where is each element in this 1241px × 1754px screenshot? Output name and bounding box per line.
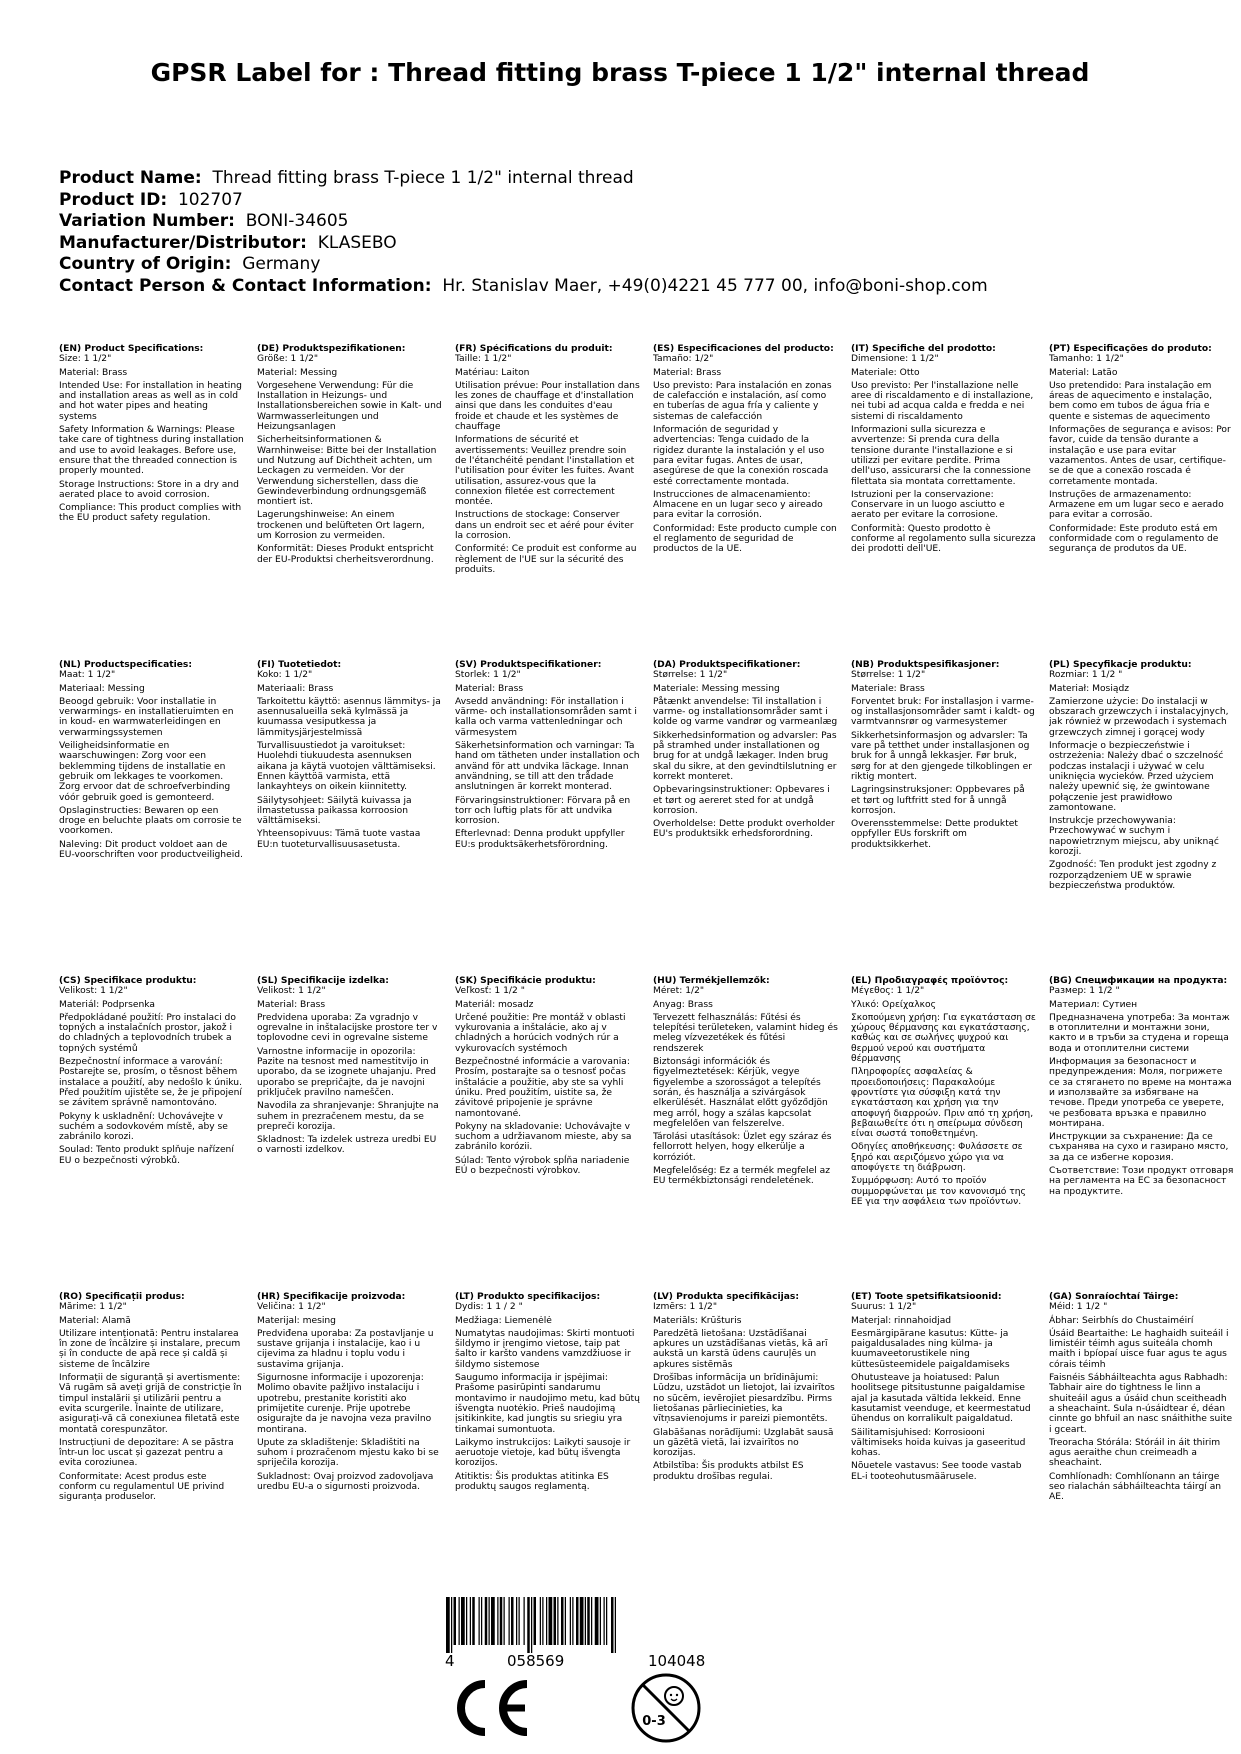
spec-material: Material: Brass (59, 367, 128, 378)
barcode-bar (511, 1597, 514, 1645)
spec-title: (CS) Specifikace produktu: (59, 976, 197, 986)
barcode-bar (542, 1597, 543, 1645)
spec-paragraph: Nõuetele vastavus: See toode vastab EL-i tooteohutusmäärusele. (851, 1461, 1022, 1482)
spec-block (257, 1292, 442, 1492)
spec-material: Material: Brass (455, 683, 524, 694)
product-info-label: Contact Person & Contact Information: (59, 275, 432, 296)
spec-paragraph: Upute za skladištenje: Skladištiti na suhom i prozračenom mjestu kako bi se spriječila korozija. (257, 1437, 439, 1469)
spec-size: Veľkosť: 1 1/2 " (455, 986, 525, 997)
barcode-bar (504, 1597, 505, 1645)
spec-block (1049, 976, 1234, 1197)
barcode-bar (534, 1597, 537, 1645)
spec-block (59, 344, 244, 524)
spec-paragraph: Safety Information & Warnings: Please take care of tightness during installation and use to avoid leakages. Before use, ensure that the threaded connection is properly mounted. (59, 425, 244, 477)
product-info-value: Thread fitting brass T-piece 1 1/2" internal thread (212, 168, 634, 188)
barcode-bar (554, 1597, 557, 1645)
spec-paragraph: Lagringsinstruksjoner: Oppbevares på et tørt og luftfritt sted for å unngå korrosjon. (851, 785, 1025, 816)
product-info-value: Germany (242, 254, 321, 274)
spec-title: (BG) Спецификации на продукта: (1049, 976, 1228, 986)
spec-paragraph: Predvidena uporaba: Za vgradnjo v ogrevalne in inštalacijske prostore ter v toplovodne cevi in ogrevalne sisteme (257, 1012, 438, 1044)
barcode-bar (489, 1597, 490, 1645)
barcode-bar (595, 1597, 599, 1645)
spec-paragraph: Beoogd gebruik: Voor installatie in verwarmings- en installatieruimten en in koud- en warmwaterleidingen en verwarmingssystemen (59, 696, 234, 738)
spec-material: Materiāls: Krūšturis (653, 1315, 742, 1326)
spec-material: Material: Messing (257, 367, 338, 378)
spec-paragraph: Conformitate: Acest produs este conform cu regulamentul UE privind siguranța produselor. (59, 1471, 225, 1503)
barcode-bar (454, 1597, 457, 1645)
spec-material: Material: Latão (1049, 367, 1118, 378)
spec-size: Suurus: 1 1/2" (851, 1302, 917, 1313)
spec-paragraph: Atitiktis: Šis produktas atitinka ES produktų saugos reglamentą. (455, 1471, 609, 1493)
spec-title: (DA) Produktspecifikationer: (653, 660, 801, 670)
spec-paragraph: Предназначена употреба: За монтаж в отоплителни и монтажни зони, както и в тръби за студена и гореща вода и отоплителни системи (1049, 1012, 1230, 1054)
barcode-bar (546, 1597, 547, 1645)
spec-band (59, 660, 1239, 976)
spec-paragraph: Bezpečnostní informace a varování: Postarejte se, prosím, o těsnost během instalace a použití, aby nedošlo k úniku. Před použitím ujistěte se, že je připojení se závitem správně namontováno. (59, 1057, 242, 1109)
spec-block (1049, 1292, 1234, 1503)
barcode-bar (509, 1597, 510, 1645)
spec-paragraph: Påtænkt anvendelse: Til installation i varme- og installationsområder samt i kolde og varme vandrør og varmeanlæg (653, 696, 838, 728)
spec-size: Größe: 1 1/2" (257, 354, 319, 365)
spec-material: Материал: Сутиен (1049, 999, 1138, 1010)
barcode-bar (451, 1597, 452, 1653)
ce-mark-icon (455, 1680, 535, 1736)
spec-paragraph: Förvaringsinstruktioner: Förvara på en torr och luftig plats för att undvika korrosion. (455, 795, 631, 827)
product-info-value: KLASEBO (317, 232, 397, 253)
spec-material: Materjal: rinnahoidjad (851, 1315, 952, 1326)
barcode-bar (466, 1597, 467, 1645)
barcode-bar (481, 1597, 482, 1645)
product-info-row (59, 190, 1219, 212)
spec-paragraph: Varnostne informacije in opozorila: Pazite na tesnost med namestitvijo in uporabo, da se izognete uhajanju. Pred uporabo se prepričajte, da je navojni priključek pravilno nameščen. (257, 1046, 436, 1098)
spec-paragraph: Instruções de armazenamento: Armazene em um lugar seco e aerado para evitar a corrosão. (1049, 489, 1224, 521)
spec-size: Size: 1 1/2" (59, 354, 112, 365)
barcode-bar (572, 1597, 573, 1645)
spec-paragraph: Informações de segurança e avisos: Por favor, cuide da tensão durante a instalação e use para evitar vazamentos. Antes de usar, certifique-se de que a conexão roscada é corretamente montada. (1049, 425, 1231, 487)
barcode-bar (531, 1597, 532, 1653)
spec-block (653, 660, 838, 840)
spec-size: Koko: 1 1/2" (257, 670, 313, 681)
barcode-bar (461, 1597, 465, 1645)
spec-size: Velikost: 1 1/2" (59, 986, 128, 997)
barcode-bar (565, 1597, 566, 1645)
spec-paragraph: Atbilstība: Šis produkts atbilst ES produktu drošības regulai. (653, 1461, 804, 1482)
spec-material: Medžiaga: Liemenėlė (455, 1315, 552, 1326)
spec-block (455, 1292, 640, 1492)
product-info-label: Product Name: (59, 168, 202, 188)
spec-block (653, 344, 838, 555)
barcode-bar (479, 1597, 480, 1645)
spec-paragraph: Súlad: Tento výrobok spĺňa nariadenie EÚ o bezpečnosti výrobkov. (455, 1155, 630, 1177)
spec-title: (NB) Produktspesifikasjoner: (851, 660, 1000, 670)
product-info-row (59, 233, 1219, 255)
spec-block (851, 976, 1036, 1207)
spec-paragraph: Informații de siguranță și avertismente: Vă rugăm să aveți grijă de constricție în timpul instalării și utilizării pentru a evita scurgerile. Înainte de utilizare, asigurați-vă că conexiunea filetată este montată corespunzător. (59, 1373, 242, 1435)
spec-title: (EN) Product Specifications: (59, 344, 204, 354)
barcode-bar (570, 1597, 571, 1645)
barcode-bar (459, 1597, 460, 1645)
spec-paragraph: Sikkerhedsinformation og advarsler: Pas på stramhed under installationen og brug for at undgå lækager. Inden brug skal du sikre, at den gevindtilslutning er korrekt monteret. (653, 730, 837, 782)
spec-title: (IT) Specifiche del prodotto: (851, 344, 996, 354)
spec-block (59, 1292, 244, 1503)
barcode-bar (557, 1597, 558, 1645)
spec-paragraph: Konformität: Dieses Produkt entspricht der EU-Produktsi cherheitsverordnung. (257, 544, 434, 565)
spec-paragraph: Efterlevnad: Denna produkt uppfyller EU:s produktsäkerhetsförordning. (455, 829, 625, 850)
product-info-row (59, 276, 1219, 298)
spec-paragraph: Informations de sécurité et avertissements: Veuillez prendre soin de l'étanchéité pendant l'installation et l'utilisation pour éviter les fuites. Avant utilisation, assurez-vous que la connexion filetée est correctement montée. (455, 435, 635, 508)
spec-paragraph: Yhteensopivuus: Tämä tuote vastaa EU:n tuoteturvallisuusasetusta. (257, 829, 421, 850)
spec-material: Ábhar: Seirbhís do Chustaiméirí (1049, 1315, 1194, 1326)
spec-paragraph: Instrucciones de almacenamiento: Almacene en un lugar seco y aireado para evitar la corrosión. (653, 489, 823, 521)
barcode-bar (540, 1597, 541, 1645)
spec-paragraph: Drošības informācija un brīdinājumi: Lūdzu, uzstādot un lietojot, lai izvairītos no sūcēm, ievērojiet piesardzību. Pirms lietošanas pārliecinieties, ka vītņsavienojums ir pareizi piemontēts. (653, 1373, 835, 1425)
spec-material: Materiaal: Messing (59, 683, 145, 694)
barcode-bar (604, 1597, 605, 1645)
spec-title: (FI) Tuotetiedot: (257, 660, 342, 670)
spec-block (851, 344, 1036, 555)
spec-size: Storlek: 1 1/2" (455, 670, 521, 681)
product-info-label: Manufacturer/Distributor: (59, 232, 307, 253)
product-info-value: 102707 (177, 189, 243, 210)
spec-paragraph: Eesmärgipärane kasutus: Kütte- ja paigaldusalades ning külma- ja kuumaveetorustikele ning küttesüsteemidele paigaldamiseks (851, 1328, 1010, 1370)
spec-size: Размер: 1 1/2 " (1049, 986, 1120, 997)
spec-paragraph: Biztonsági információk és figyelmeztetések: Kérjük, vegye figyelembe a szorosságot a telepítés során, és használja a szivárgások elkerülését. Használat előtt győződjön meg arról, hogy a szálas kapcsolat megfelelően van felszerelve. (653, 1057, 828, 1129)
page-title: GPSR Label for : Thread fitting brass T-piece 1 1/2" internal thread (150, 58, 1090, 87)
spec-paragraph: Utilisation prévue: Pour installation dans les zones de chauffage et d'installation ainsi que dans les conduites d'eau froide et chaude et les systèmes de chauffage (455, 380, 640, 433)
spec-paragraph: Určené použitie: Pre montáž v oblasti vykurovania a inštalácie, ako aj v chladných a horúcich vodných rúr a vykurovacích systémoch (455, 1012, 626, 1054)
barcode-bar (497, 1597, 498, 1645)
spec-paragraph: Uso previsto: Per l'installazione nelle aree di riscaldamento e di installazione, nei tubi ad acqua calda e fredda e nei sistemi di riscaldamento (851, 380, 1034, 422)
spec-paragraph: Turvallisuustiedot ja varoitukset: Huolehdi tiukuudesta asennuksen aikana ja käytä vuotojen välttämiseksi. Ennen käyttöä varmista, että lankayhteys on oikein kiinnitetty. (257, 741, 436, 793)
spec-material: Materijal: mesing (257, 1315, 336, 1326)
barcode-bar (491, 1597, 495, 1645)
spec-paragraph: Tárolási utasítások: Üzlet egy száraz és fellorrott helyen, hogy elkerülje a korróziót. (653, 1132, 832, 1163)
spec-title: (RO) Specificații produs: (59, 1292, 185, 1302)
barcode-bar (500, 1597, 503, 1645)
spec-size: Tamaño: 1/2" (653, 354, 714, 365)
spec-block (851, 1292, 1036, 1482)
spec-paragraph: Sigurnosne informacije i upozorenja: Molimo obavite pažljivo instalaciju i upotrebu, prestanite koristiti ako primijetite curenje. Prije upotrebe osigurajte da je navojna veza pravilno montirana. (257, 1373, 432, 1435)
spec-title: (EL) Προδιαγραφές προϊόντος: (851, 976, 1009, 986)
spec-size: Tamanho: 1 1/2" (1049, 354, 1124, 365)
spec-paragraph: Pokyny na skladovanie: Uchovávajte v suchom a udržiavanom mieste, aby sa zabránilo korózii. (455, 1121, 632, 1153)
spec-paragraph: Tarkoitettu käyttö: asennus lämmitys- ja asennusalueilla sekä kylmässä ja kuumassa vesiputkessa ja lämmitysjärjestelmissä (257, 696, 441, 738)
spec-material: Matériau: Laiton (455, 367, 530, 378)
spec-paragraph: Zgodność: Ten produkt jest zgodny z rozporządzeniem UE w sprawie bezpieczeństwa produktów. (1049, 860, 1217, 891)
spec-block (59, 976, 244, 1166)
barcode-bar (561, 1597, 564, 1645)
barcode-bar (580, 1597, 584, 1645)
spec-paragraph: Istruzioni per la conservazione: Conservare in un luogo asciutto e aerato per evitare la corrosione. (851, 489, 1005, 521)
spec-paragraph: Sikkerhetsinformasjon og advarsler: Ta vare på tetthet under installasjonen og bruk for å unngå lekkasjer. Før bruk, sørg for at den gjengede tilkoblingen er riktig montert. (851, 730, 1032, 782)
spec-paragraph: Instrucțiuni de depozitare: A se păstra într-un loc uscat și gazezat pentru a evita coroziunea. (59, 1437, 234, 1469)
product-info-value: BONI-34605 (245, 211, 349, 231)
spec-paragraph: Información de seguridad y advertencias: Tenga cuidado de la rigidez durante la instalación y el uso para evitar fugas. Antes de usar, asegúrese de que la conexión roscada esté correctamente montada. (653, 425, 829, 487)
barcode-bar (485, 1597, 488, 1645)
spec-material: Materiał: Mosiądz (1049, 683, 1130, 694)
barcode-bar (524, 1597, 525, 1645)
spec-size: Μέγεθος: 1 1/2" (851, 986, 925, 997)
product-info-label: Variation Number: (59, 211, 235, 231)
spec-title: (FR) Spécifications du produit: (455, 344, 613, 354)
spec-paragraph: Saugumo informacija ir įspėjimai: Prašome pasirūpinti sandarumu montavimo ir naudojimo metu, kad būtų išvengta nuotėkio. Prieš naudojimą įsitikinkite, kad jungtis su sriegiu yra tinkamai sumontuota. (455, 1373, 640, 1435)
spec-title: (GA) Sonraíochtaí Táirge: (1049, 1292, 1179, 1302)
spec-paragraph: Συμμόρφωση: Αυτό το προϊόν συμμορφώνεται με τον κανονισμό της ΕΕ για την ασφάλεια των προϊόντων. (851, 1176, 1026, 1207)
spec-paragraph: Säkerhetsinformation och varningar: Ta hand om tätheten under installation och använd för att undvika läckage. Innan användning, se till att den trådade anslutningen är korrekt monterad. (455, 741, 640, 793)
spec-paragraph: Conformidad: Este producto cumple con el reglamento de seguridad de productos de la UE. (653, 523, 837, 555)
spec-material: Material: Brass (257, 999, 326, 1010)
spec-material: Materiál: Podprsenka (59, 999, 156, 1010)
spec-block (257, 976, 442, 1156)
spec-paragraph: Informazioni sulla sicurezza e avvertenze: Si prenda cura della tensione durante l'installazione e si utilizzi per evitare perdite. Prima dell'uso, assicurarsi che la connessione filettata sia montata correttamente. (851, 425, 1031, 487)
age-warning-0-3-icon (630, 1672, 702, 1744)
spec-paragraph: Uso previsto: Para instalación en zonas de calefacción e instalación, así como en tuberías de agua fría y caliente y sistemas de calefacción (653, 380, 832, 422)
barcode-bar (585, 1597, 586, 1645)
barcode-bar (606, 1597, 607, 1645)
barcode-bar (576, 1597, 579, 1645)
spec-band (59, 344, 1239, 660)
spec-paragraph: Forventet bruk: For installasjon i varme- og installasjonsområder samt i kaldt- og varmtvannsrør og varmesystemer (851, 696, 1035, 728)
spec-size: Rozmiar: 1 1/2 " (1049, 670, 1123, 681)
product-info-row (59, 254, 1219, 276)
spec-paragraph: Treoracha Stórála: Stóráil in áit thirim agus aeraithe chun creimeadh a sheachaint. (1049, 1437, 1221, 1469)
spec-material: Materiale: Messing messing (653, 683, 780, 694)
barcode-bar (600, 1597, 601, 1645)
spec-paragraph: Soulad: Tento produkt splňuje nařízení EU o bezpečnosti výrobků. (59, 1145, 234, 1166)
spec-block (257, 344, 442, 565)
spec-size: Dimensione: 1 1/2" (851, 354, 939, 365)
barcode-bar (516, 1597, 517, 1645)
spec-paragraph: Sukladnost: Ovaj proizvod zadovoljava uredbu EU-a o sigurnosti proizvoda. (257, 1471, 434, 1493)
spec-material: Anyag: Brass (653, 999, 713, 1010)
spec-title: (SK) Špecifikácie produktu: (455, 976, 596, 986)
spec-paragraph: Instructions de stockage: Conserver dans un endroit sec et aéré pour éviter la corrosion. (455, 510, 634, 542)
product-info-label: Product ID: (59, 189, 168, 210)
spec-paragraph: Πληροφορίες ασφαλείας & προειδοποιήσεις: Παρακαλούμε φροντίστε για σύσφιξη κατά την εγκατάσταση και χρήση για την αποφυγή διαρροών. Πριν από τη χρήση, βεβαιωθείτε ότι η σπείρωμα σύνδεση είναι σωστά τοποθετημένη. (851, 1067, 1034, 1140)
spec-paragraph: Naleving: Dit product voldoet aan de EU-voorschriften voor productveiligheid. (59, 839, 243, 861)
spec-paragraph: Navodila za shranjevanje: Shranjujte na suhem in prezračenem mestu, da se prepreči korozija. (257, 1101, 439, 1132)
spec-paragraph: Comhlíonadh: Comhlíonann an táirge seo rialachán sábháilteachta táirgí an AE. (1049, 1471, 1222, 1503)
product-info-value: Hr. Stanislav Maer, +49(0)4221 45 777 00, info@boni-shop.com (442, 275, 988, 296)
barcode-bar (527, 1597, 530, 1653)
barcode-digit-left: 4 (445, 1652, 455, 1670)
spec-size: Mărime: 1 1/2" (59, 1302, 127, 1313)
spec-block (851, 660, 1036, 850)
age-warning-label: 0-3 (642, 1714, 666, 1729)
spec-size: Størrelse: 1 1/2" (851, 670, 926, 681)
product-info (59, 168, 1219, 297)
spec-title: (ES) Especificaciones del producto: (653, 344, 834, 354)
product-info-row (59, 168, 1219, 190)
barcode-digits-right: 104048 (648, 1652, 706, 1670)
specifications-grid (59, 344, 1239, 1592)
spec-block (455, 660, 640, 850)
spec-paragraph: Předpokládané použití: Pro instalaci do topných a instalačních prostor, jakož i do chladných a teplovodních trubek a topných systémů (59, 1012, 236, 1054)
spec-paragraph: Bezpečnostné informácie a varovania: Prosím, postarajte sa o tesnosť počas inštalácie a použitie, aby ste sa vyhli úniku. Pred použitím, uistite sa, že závitové pripojenie je správne namontované. (455, 1057, 630, 1119)
barcode-bar (549, 1597, 553, 1645)
spec-title: (ET) Toote spetsifikatsioonid: (851, 1292, 1002, 1302)
product-info-row (59, 211, 1219, 233)
spec-title: (SV) Produktspecifikationer: (455, 660, 602, 670)
spec-paragraph: Skladnost: Ta izdelek ustreza uredbi EU o varnosti izdelkov. (257, 1135, 437, 1156)
spec-title: (DE) Produktspezifikationen: (257, 344, 406, 354)
spec-paragraph: Vorgesehene Verwendung: Für die Installation in Heizungs- und Installationsbereichen sowie in Kalt- und Warmwasserleitungen und Heizungsanlagen (257, 380, 442, 433)
spec-paragraph: Conformité: Ce produit est conforme au règlement de l'UE sur la sécurité des produits. (455, 544, 637, 575)
spec-paragraph: Úsáid Beartaithe: Le haghaidh suiteáil i limistéir téimh agus suiteála chomh maith i bpíopaí uisce fuar agus te agus córais téimh (1049, 1328, 1229, 1370)
spec-paragraph: Opbevaringsinstruktioner: Opbevares i et tørt og aereret sted for at undgå korrosion. (653, 785, 830, 816)
spec-paragraph: Numatytas naudojimas: Skirti montuoti šildymo ir įrengimo vietose, taip pat šalto ir karšto vandens vamzdžiuose ir šildymo sistemose (455, 1328, 635, 1370)
spec-paragraph: Paredzētā lietošana: Uzstādīšanai apkures un uzstādīšanas vietās, kā arī aukstā un karstā ūdens cauruļēs un apkures sistēmās (653, 1328, 828, 1370)
spec-paragraph: Инструкции за съхранение: Да се съхранява на сухо и газирано място, за да се избегне корозия. (1049, 1132, 1229, 1163)
spec-size: Størrelse: 1 1/2" (653, 670, 728, 681)
spec-paragraph: Tervezett felhasználás: Fűtési és telepítési területeken, valamint hideg és meleg vízvezetékek és fűtési rendszerek (653, 1012, 838, 1054)
spec-size: Veličina: 1 1/2" (257, 1302, 326, 1313)
spec-size: Dydis: 1 1 / 2 " (455, 1302, 523, 1313)
spec-paragraph: Megfelelőség: Ez a termék megfelel az EU termékbiztonsági rendeletének. (653, 1166, 831, 1187)
spec-paragraph: Conformidade: Este produto está em conformidade com o regulamento de segurança de produtos da UE. (1049, 523, 1219, 555)
spec-paragraph: Sicherheitsinformationen & Warnhinweise: Bitte bei der Installation und Nutzung auf Dichtheit achten, um Leckagen zu vermeiden. Vor der Verwendung sicherstellen, dass die Gewindeverbindung ordnungsgemäß montiert ist. (257, 435, 437, 508)
spec-material: Material: Brass (653, 367, 722, 378)
barcode-bar (446, 1597, 450, 1653)
spec-band (59, 1292, 1239, 1592)
spec-material: Materiale: Brass (851, 683, 925, 694)
spec-material: Materiale: Otto (851, 367, 920, 378)
barcode-bar (591, 1597, 592, 1645)
barcode-bar (587, 1597, 590, 1645)
ean-barcode (440, 1597, 760, 1653)
spec-paragraph: Compliance: This product complies with the EU product safety regulation. (59, 503, 242, 524)
spec-block (257, 660, 442, 850)
spec-block (59, 660, 244, 860)
spec-paragraph: Faisnéis Sábháilteachta agus Rabhadh: Tabhair aire do tightness le linn a shuiteáil agus a úsáid chun sceitheadh a sheachaint. Sula n-úsáidtear é, déan cinnte go bhfuil an nasc snáithithe suite i gceart. (1049, 1373, 1233, 1435)
spec-block (455, 344, 640, 575)
spec-paragraph: Veiligheidsinformatie en waarschuwingen: Zorg voor een beklemming tijdens de installatie en gebruik om lekkages te voorkomen. Zorg ervoor dat de schroefverbinding vóór gebruik goed is gemonteerd. (59, 741, 231, 803)
spec-paragraph: Glabāšanas norādījumi: Uzglabāt sausā un gāzētā vietā, lai izvairītos no korozijas. (653, 1427, 834, 1459)
spec-paragraph: Avsedd användning: För installation i värme- och installationsområden samt i kalla och varma vattenledningar och värmesystem (455, 696, 637, 738)
spec-block (455, 976, 640, 1176)
barcode-bar (472, 1597, 475, 1645)
spec-material: Materiaali: Brass (257, 683, 334, 694)
spec-title: (HU) Termékjellemzők: (653, 976, 770, 986)
spec-title: (HR) Specifikacije proizvoda: (257, 1292, 406, 1302)
spec-material: Material: Alamă (59, 1315, 131, 1326)
product-info-label: Country of Origin: (59, 254, 232, 274)
barcode-bar (519, 1597, 520, 1645)
spec-paragraph: Intended Use: For installation in heating and installation areas as well as in cold and hot water pipes and heating systems (59, 380, 242, 422)
spec-paragraph: Οδηγίες αποθήκευσης: Φυλάσσετε σε ξηρό και αεριζόμενο χώρο για να αποφύγετε τη διάβρωση. (851, 1142, 1023, 1174)
spec-size: Izmērs: 1 1/2" (653, 1302, 718, 1313)
spec-paragraph: Pokyny k uskladnění: Uchovávejte v suchém a sodovkovém místě, aby se zabránilo korozi. (59, 1111, 228, 1143)
spec-paragraph: Overensstemmelse: Dette produktet oppfyller EUs forskrift om produktsikkerhet. (851, 819, 1018, 850)
spec-paragraph: Zamierzone użycie: Do instalacji w obszarach grzewczych i instalacyjnych, jak również w przewodach i systemach grzewczych zimnej i gorącej wody (1049, 696, 1229, 738)
spec-title: (LT) Produkto specifikacijos: (455, 1292, 601, 1302)
spec-block (653, 1292, 838, 1482)
spec-material: Materiál: mosadz (455, 999, 534, 1010)
spec-paragraph: Säilytysohjeet: Säilytä kuivassa ja ilmastetussa paikassa korroosion välttämiseksi. (257, 795, 412, 827)
spec-paragraph: Σκοπούμενη χρήση: Για εγκατάσταση σε χώρους θέρμανσης και εγκατάστασης, καθώς και σε σωλήνες ψυχρού και θερμού νερού και συστήματα θέρμανσης (851, 1012, 1036, 1065)
spec-paragraph: Lagerungshinweise: An einem trockenen und belüfteten Ort lagern, um Korrosion zu vermeiden. (257, 510, 425, 542)
spec-paragraph: Säilitamisjuhised: Korrosiooni vältimiseks hoida kuivas ja gaseeritud kohas. (851, 1427, 1026, 1459)
spec-paragraph: Информация за безопасност и предупреждения: Моля, погрижете се за стягането по време на монтажа и използвайте за избягване на течове. Преди употреба се уверете, че резбовата връзка е правилно монтирана. (1049, 1057, 1232, 1129)
barcode-bar (615, 1597, 616, 1653)
spec-block (1049, 344, 1234, 555)
spec-paragraph: Съответствие: Този продукт отговаря на регламента на ЕС за безопасност на продуктите. (1049, 1166, 1234, 1197)
spec-paragraph: Overholdelse: Dette produkt overholder EU's produktsikk erhedsforordning. (653, 819, 835, 840)
barcode-bar (611, 1597, 614, 1653)
barcode-bar (470, 1597, 471, 1645)
spec-paragraph: Storage Instructions: Store in a dry and aerated place to avoid corrosion. (59, 479, 239, 500)
spec-paragraph: Ohutusteave ja hoiatused: Palun hoolitsege pitsitustunne paigaldamise ajal ja kasutada vältida lekkeid. Enne kasutamist veenduge, et keermestatud ühendus on korralikult paigaldatud. (851, 1373, 1031, 1425)
spec-title: (SL) Specifikacije izdelka: (257, 976, 389, 986)
spec-paragraph: Opslaginstructies: Bewaren op een droge en beluchte plaats om corrosie te voorkomen. (59, 805, 242, 837)
barcode-digits-middle: 058569 (507, 1652, 565, 1670)
spec-size: Méret: 1/2" (653, 986, 705, 997)
spec-size: Taille: 1 1/2" (455, 354, 512, 365)
spec-paragraph: Instrukcje przechowywania: Przechowywać w suchym i napowietrznym miejscu, aby uniknąć korozji. (1049, 816, 1219, 858)
spec-band (59, 976, 1239, 1292)
spec-material: Υλικό: Ορείχαλκος (851, 999, 936, 1010)
spec-paragraph: Predviđena uporaba: Za postavljanje u sustave grijanja i instalacije, kao i u cijevima za hladnu i toplu vodu i sustavima grijanja. (257, 1328, 434, 1370)
spec-title: (PL) Specyfikacje produktu: (1049, 660, 1192, 670)
spec-paragraph: Laikymo instrukcijos: Laikyti sausoje ir aeruotoje vietoje, kad būtų išvengta korozijos. (455, 1437, 631, 1469)
spec-title: (NL) Productspecificaties: (59, 660, 193, 670)
spec-title: (PT) Especificações do produto: (1049, 344, 1212, 354)
spec-paragraph: Conformità: Questo prodotto è conforme al regolamento sulla sicurezza dei prodotti dell'UE. (851, 523, 1036, 555)
spec-block (1049, 660, 1234, 891)
spec-size: Maat: 1 1/2" (59, 670, 116, 681)
spec-size: Méid: 1 1/2 " (1049, 1302, 1108, 1313)
spec-size: Velikost: 1 1/2" (257, 986, 326, 997)
spec-block (653, 976, 838, 1187)
spec-title: (LV) Produkta specifikācijas: (653, 1292, 799, 1302)
spec-paragraph: Informacje o bezpieczeństwie i ostrzeżenia: Należy dbać o szczelność podczas instalacji i używać w celu uniknięcia wycieków. Przed użyciem należy upewnić się, że gwintowane połączenie jest prawidłowo zamontowane. (1049, 741, 1224, 813)
spec-paragraph: Uso pretendido: Para instalação em áreas de aquecimento e instalação, bem como em tubos de água fria e quente e sistemas de aquecimento (1049, 380, 1212, 422)
spec-paragraph: Utilizare intenționată: Pentru instalarea în zone de încălzire și instalare, precum și în conducte de apă rece și caldă și sisteme de încălzire (59, 1328, 241, 1370)
